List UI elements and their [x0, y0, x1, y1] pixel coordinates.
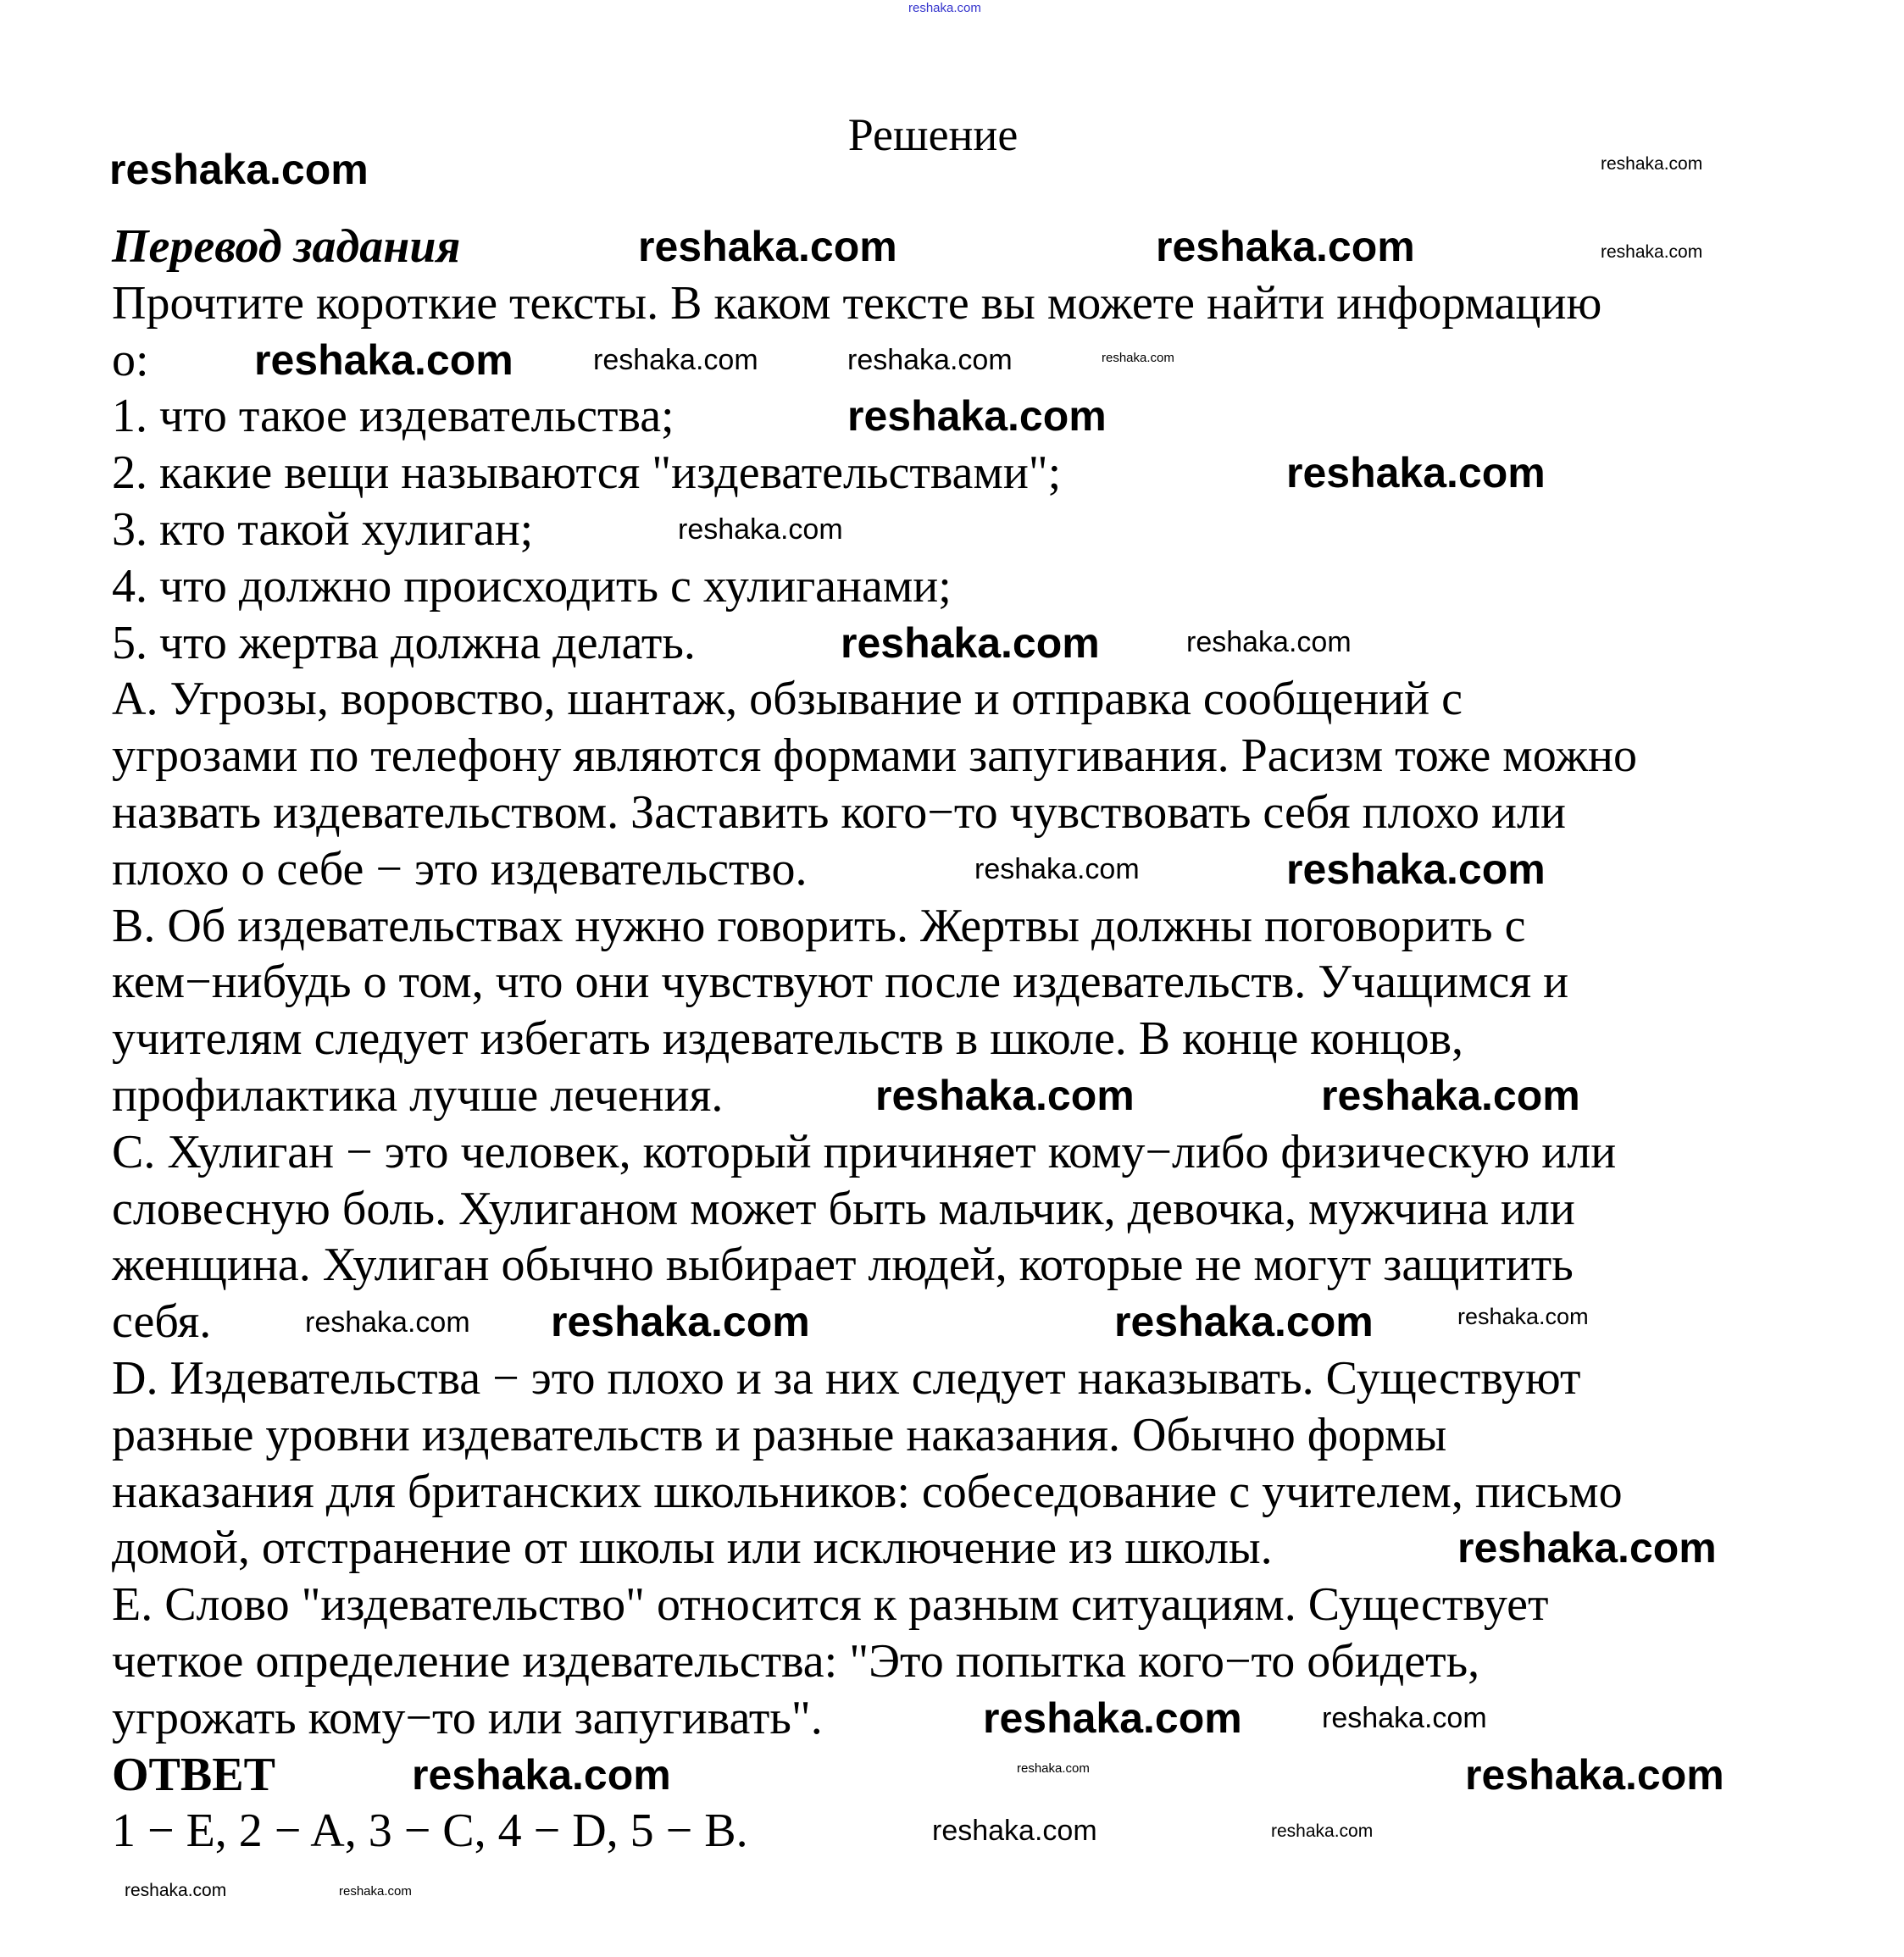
watermark: reshaka.com: [1457, 1304, 1589, 1329]
text-line: плохо о себе − это издевательство.: [112, 842, 808, 895]
text-line: четкое определение издевательства: "Это попытка кого−то обидеть,: [112, 1635, 1480, 1688]
watermark: reshaka.com: [305, 1306, 470, 1339]
watermark: reshaka.com: [339, 1884, 412, 1899]
text-line: домой, отстранение от школы или исключение из школы.: [112, 1522, 1273, 1575]
watermark: reshaka.com: [847, 344, 1013, 376]
text-line: разные уровни издевательств и разные наказания. Обычно формы: [112, 1408, 1447, 1461]
watermark: reshaka.com: [1156, 223, 1415, 270]
watermark: reshaka.com: [412, 1751, 671, 1799]
section-heading: Перевод задания: [112, 220, 461, 273]
text-line: B. Об издевательствах нужно говорить. Жертвы должны поговорить с: [112, 899, 1526, 952]
watermark: reshaka.com: [908, 1, 981, 15]
text-line: 2. какие вещи называются "издевательствами";: [112, 446, 1062, 500]
text-line: A. Угрозы, воровство, шантаж, обзывание и отправка сообщений с: [112, 673, 1463, 726]
watermark: reshaka.com: [1457, 1524, 1717, 1572]
text-line: 4. что должно происходить с хулиганами;: [112, 559, 952, 613]
text-line: C. Хулиган − это человек, который причиняет кому−либо физическую или: [112, 1125, 1617, 1178]
watermark: reshaka.com: [638, 223, 897, 270]
watermark: reshaka.com: [1601, 154, 1703, 174]
watermark: reshaka.com: [1102, 351, 1174, 365]
text-line: угрозами по телефону являются формами запугивания. Расизм тоже можно: [112, 729, 1638, 783]
watermark: reshaka.com: [1465, 1751, 1724, 1799]
watermark: reshaka.com: [1114, 1298, 1374, 1345]
text-line: наказания для британских школьников: собеседование с учителем, письмо: [112, 1465, 1623, 1518]
text-line: угрожать кому−то или запугивать".: [112, 1691, 823, 1744]
watermark: reshaka.com: [974, 853, 1140, 885]
watermark: reshaka.com: [875, 1072, 1135, 1119]
text-line: Прочтите короткие тексты. В каком тексте вы можете найти информацию: [112, 276, 1602, 330]
watermark: reshaka.com: [932, 1815, 1097, 1847]
watermark: reshaka.com: [254, 336, 513, 384]
watermark: reshaka.com: [1017, 1761, 1090, 1776]
text-line: профилактика лучше лечения.: [112, 1069, 724, 1122]
text-line: 5. что жертва должна делать.: [112, 616, 696, 669]
text-line: кем−нибудь о том, что они чувствуют после издевательств. Учащимся и: [112, 956, 1569, 1009]
watermark: reshaka.com: [551, 1298, 810, 1345]
watermark: reshaka.com: [125, 1881, 227, 1900]
watermark: reshaka.com: [847, 392, 1107, 440]
watermark: reshaka.com: [678, 513, 843, 546]
text-line: словесную боль. Хулиганом может быть мальчик, девочка, мужчина или: [112, 1182, 1575, 1235]
watermark: reshaka.com: [109, 146, 369, 193]
answer-heading: ОТВЕТ: [112, 1748, 275, 1801]
text-line: учителям следует избегать издевательств в школе. В конце концов,: [112, 1012, 1464, 1066]
text-line: E. Слово "издевательство" относится к разным ситуациям. Существует: [112, 1578, 1549, 1632]
watermark: reshaka.com: [1321, 1072, 1580, 1119]
text-line: себя.: [112, 1295, 212, 1349]
watermark: reshaka.com: [1286, 449, 1546, 496]
watermark: reshaka.com: [1601, 242, 1703, 262]
page-title: Решение: [847, 109, 1019, 160]
text-line: о:: [112, 333, 149, 386]
text-line: назвать издевательством. Заставить кого−то чувствовать себя плохо или: [112, 786, 1566, 839]
watermark: reshaka.com: [1186, 626, 1352, 658]
watermark: reshaka.com: [841, 619, 1100, 667]
text-line: 3. кто такой хулиган;: [112, 503, 534, 556]
answer-text: 1 − E, 2 − A, 3 − C, 4 − D, 5 − B.: [112, 1805, 748, 1858]
watermark: reshaka.com: [1322, 1702, 1487, 1734]
watermark: reshaka.com: [1271, 1821, 1374, 1841]
watermark: reshaka.com: [1286, 845, 1546, 893]
text-line: женщина. Хулиган обычно выбирает людей, которые не могут защитить: [112, 1239, 1574, 1292]
watermark: reshaka.com: [983, 1694, 1242, 1742]
text-line: 1. что такое издевательства;: [112, 390, 674, 443]
watermark: reshaka.com: [593, 344, 758, 376]
text-line: D. Издевательства − это плохо и за них следует наказывать. Существуют: [112, 1352, 1581, 1405]
